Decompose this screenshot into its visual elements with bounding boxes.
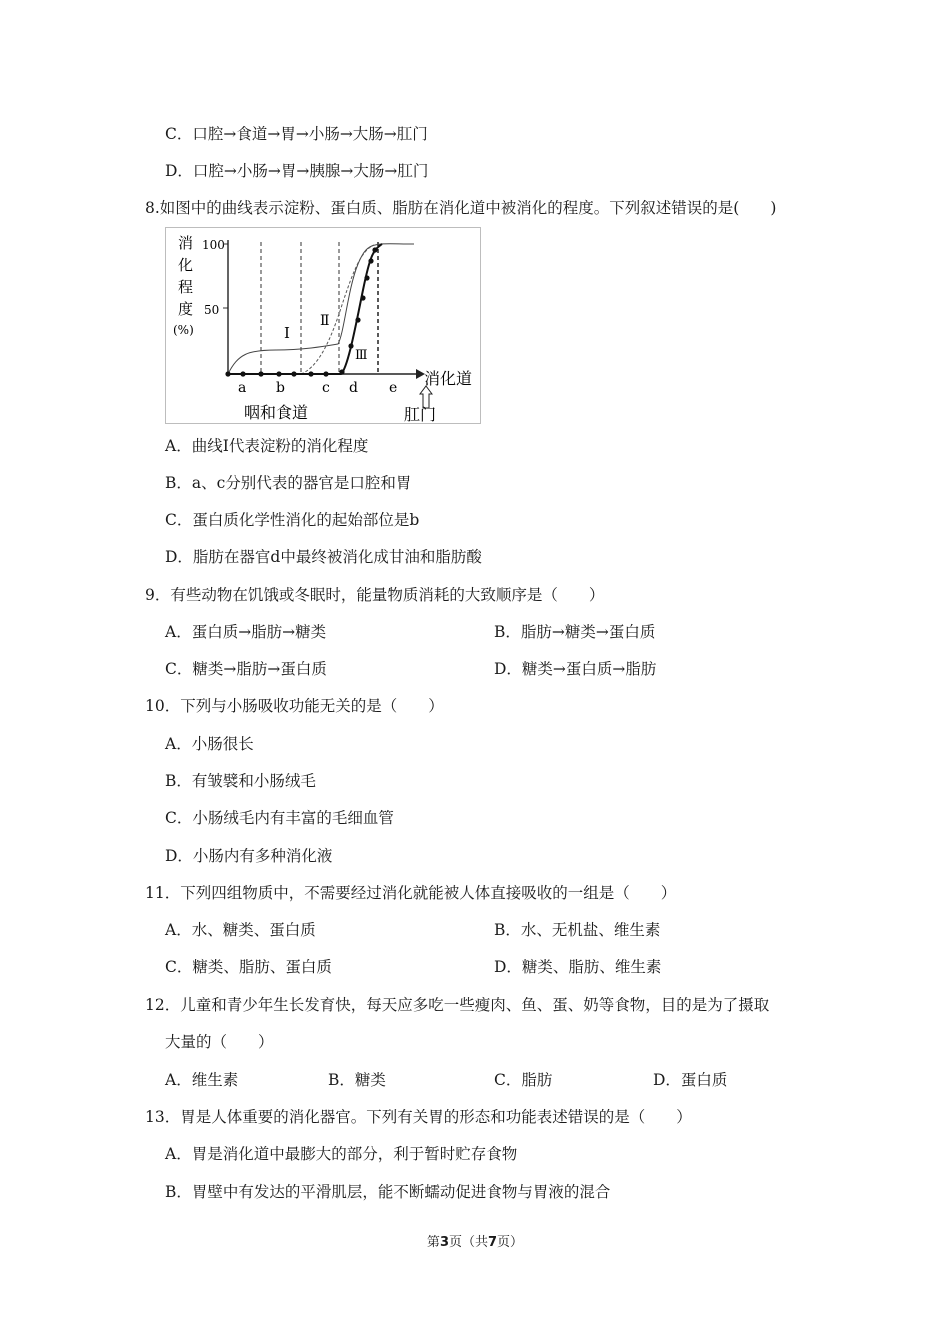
q10-option-d: D．小肠内有多种消化液 (165, 847, 333, 865)
axis-label-digestive-tract: 消化道 (424, 369, 473, 388)
q13-option-b: B．胃壁中有发达的平滑肌层，能不断蠕动促进食物与胃液的混合 (165, 1183, 611, 1201)
q7-option-c: C．口腔→食道→胃→小肠→大肠→肛门 (165, 125, 428, 143)
q12-option-b: B．糖类 (328, 1071, 386, 1089)
q12-stem-line2: 大量的（ ） (165, 1033, 274, 1051)
q11-option-b: B．水、无机盐、维生素 (494, 921, 661, 939)
q9-stem: 9．有些动物在饥饿或冬眠时，能量物质消耗的大致顺序是（ ） (145, 586, 605, 604)
region-label-pharynx-esophagus: 咽和食道 (244, 403, 309, 422)
q7-option-d: D．口腔→小肠→胃→胰腺→大肠→肛门 (165, 162, 429, 180)
q12-option-d: D．蛋白质 (653, 1071, 728, 1089)
footer-pre: 第 (426, 1235, 440, 1250)
q13-option-a: A．胃是消化道中最膨大的部分，利于暂时贮存食物 (165, 1145, 518, 1163)
q8-option-d: D．脂肪在器官d中最终被消化成甘油和脂肪酸 (165, 548, 482, 566)
ylabel-char: 化 (178, 256, 194, 274)
curve-label-III: Ⅲ (355, 348, 368, 363)
ylabel-unit: (%) (173, 323, 194, 337)
q8-stem: 8.如图中的曲线表示淀粉、蛋白质、脂肪在消化道中被消化的程度。下列叙述错误的是( ) (145, 199, 777, 217)
q9-option-a: A．蛋白质→脂肪→糖类 (165, 623, 327, 641)
q8-option-c: C．蛋白质化学性消化的起始部位是b (165, 511, 420, 529)
q12-option-a: A．维生素 (165, 1071, 239, 1089)
curve-I (228, 244, 414, 374)
q11-option-d: D．糖类、脂肪、维生素 (494, 958, 662, 976)
ytick-50: 50 (204, 303, 220, 317)
ytick-100: 100 (202, 238, 225, 252)
curve-label-I: Ⅰ (284, 324, 290, 342)
q12-stem-line1: 12．儿童和青少年生长发育快，每天应多吃一些瘦肉、鱼、蛋、奶等食物，目的是为了摄取 (145, 996, 770, 1014)
q11-stem: 11．下列四组物质中，不需要经过消化就能被人体直接吸收的一组是（ ） (145, 884, 677, 902)
q13-stem: 13．胃是人体重要的消化器官。下列有关胃的形态和功能表述错误的是（ ） (145, 1108, 692, 1126)
footer-post: 页） (497, 1235, 524, 1250)
xtick-c: c (322, 380, 330, 396)
digestion-curve-svg (166, 228, 482, 425)
q8-option-a: A．曲线Ⅰ代表淀粉的消化程度 (165, 437, 369, 455)
q8-option-b: B．a、c分别代表的器官是口腔和胃 (165, 474, 412, 492)
xtick-b: b (276, 380, 285, 396)
curve-label-II: Ⅱ (320, 313, 330, 329)
q10-stem: 10．下列与小肠吸收功能无关的是（ ） (145, 697, 444, 715)
q10-option-a: A．小肠很长 (165, 735, 254, 753)
q9-option-d: D．糖类→蛋白质→脂肪 (494, 660, 657, 678)
digestion-curve-figure (165, 227, 481, 424)
q10-option-b: B．有皱襞和小肠绒毛 (165, 772, 316, 790)
page-footer (0, 1231, 950, 1250)
ylabel-char: 度 (178, 300, 194, 318)
footer-mid: 页（共 (448, 1235, 488, 1250)
footer-page-number: 3 (439, 1235, 449, 1250)
q9-option-c: C．糖类→脂肪→蛋白质 (165, 660, 327, 678)
q12-option-c: C．脂肪 (494, 1071, 553, 1089)
xtick-d: d (349, 380, 358, 396)
anus-label: 肛门 (404, 405, 437, 424)
footer-total-pages: 7 (488, 1235, 498, 1250)
q11-option-a: A．水、糖类、蛋白质 (165, 921, 316, 939)
xtick-e: e (389, 380, 398, 396)
xtick-a: a (238, 380, 247, 396)
q10-option-c: C．小肠绒毛内有丰富的毛细血管 (165, 809, 394, 827)
ylabel-char: 程 (178, 278, 194, 296)
q9-option-b: B．脂肪→糖类→蛋白质 (494, 623, 656, 641)
q11-option-c: C．糖类、脂肪、蛋白质 (165, 958, 332, 976)
ylabel-char: 消 (178, 234, 194, 252)
